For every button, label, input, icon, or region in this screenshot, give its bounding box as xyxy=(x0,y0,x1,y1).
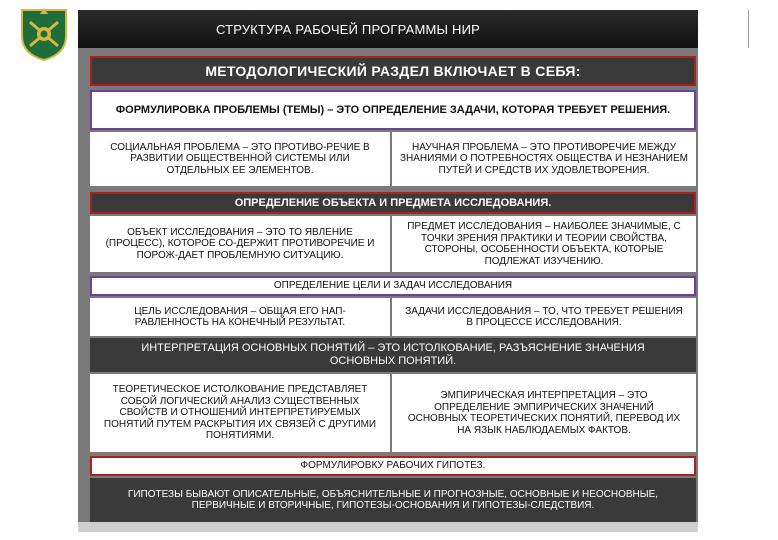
theoretical-interpretation-text: ТЕОРЕТИЧЕСКОЕ ИСТОЛКОВАНИЕ ПРЕДСТАВЛЯЕТ СОБОЙ ЛОГИЧЕСКИЙ АНАЛИЗ СУЩЕСТВЕННЫХ СВОЙСТВ И ОТНОШЕНИЙ ИНТЕРПРЕТИРУЕМЫХ ПОНЯТИЙ ПУТЕМ РАСКРЫТИЯ ИХ СВЯЗЕЙ С ДРУГИМИ ПОНЯТИЯМИ. xyxy=(90,374,390,452)
method-section-title: МЕТОДОЛОГИЧЕСКИЙ РАЗДЕЛ ВКЛЮЧАЕТ В СЕБЯ: xyxy=(90,56,696,86)
panel-shadow xyxy=(78,522,698,532)
research-tasks-text: ЗАДАЧИ ИССЛЕДОВАНИЯ – ТО, ЧТО ТРЕБУЕТ РЕШЕНИЯ В ПРОЦЕССЕ ИССЛЕДОВАНИЯ. xyxy=(392,298,696,336)
hypotheses-heading: ФОРМУЛИРОВКУ РАБОЧИХ ГИПОТЕЗ. xyxy=(90,456,696,476)
research-goal-text: ЦЕЛЬ ИССЛЕДОВАНИЯ – ОБЩАЯ ЕГО НАП-РАВЛЕННОСТЬ НА КОНЕЧНЫЙ РЕЗУЛЬТАТ. xyxy=(90,298,390,336)
emblem-icon xyxy=(18,6,70,62)
goal-tasks-heading: ОПРЕДЕЛЕНИЕ ЦЕЛИ И ЗАДАЧ ИССЛЕДОВАНИЯ xyxy=(90,276,696,296)
research-object-text: ОБЪЕКТ ИССЛЕДОВАНИЯ – ЭТО ТО ЯВЛЕНИЕ (ПРОЦЕСС), КОТОРОЕ СО-ДЕРЖИТ ПРОТИВОРЕЧИЕ И ПОРОЖ-ДАЕТ ПРОБЛЕМНУЮ СИТУАЦИЮ. xyxy=(90,216,390,272)
header-divider xyxy=(748,10,749,48)
social-problem-text: СОЦИАЛЬНАЯ ПРОБЛЕМА – ЭТО ПРОТИВО-РЕЧИЕ В РАЗВИТИИ ОБЩЕСТВЕННОЙ СИСТЕМЫ ИЛИ ОТДЕЛЬНЫХ ЕЕ ЭЛЕМЕНТОВ. xyxy=(90,132,390,186)
hypotheses-text: ГИПОТЕЗЫ БЫВАЮТ ОПИСАТЕЛЬНЫЕ, ОБЪЯСНИТЕЛЬНЫЕ И ПРОГНОЗНЫЕ, ОСНОВНЫЕ И НЕОСНОВНЫЕ, ПЕРВИЧНЫЕ И ВТОРИЧНЫЕ, ГИПОТЕЗЫ-ОСНОВАНИЯ И ГИПОТЕЗЫ-СЛЕДСТВИЯ. xyxy=(90,478,696,522)
slide-number: 7 xyxy=(760,21,768,37)
research-subject-text: ПРЕДМЕТ ИССЛЕДОВАНИЯ – НАИБОЛЕЕ ЗНАЧИМЫЕ, С ТОЧКИ ЗРЕНИЯ ПРАКТИКИ И ТЕОРИИ СВОЙСТВА, СТОРОНЫ, ОСОБЕННОСТИ ОБЪЕКТА, КОТОРЫЕ ПОДЛЕЖАТ ИЗУЧЕНИЮ. xyxy=(392,216,696,272)
problem-heading: ФОРМУЛИРОВКА ПРОБЛЕМЫ (ТЕМЫ) – ЭТО ОПРЕДЕЛЕНИЕ ЗАДАЧИ, КОТОРАЯ ТРЕБУЕТ РЕШЕНИЯ. xyxy=(90,90,696,130)
interpretation-heading: ИНТЕРПРЕТАЦИЯ ОСНОВНЫХ ПОНЯТИЙ – ЭТО ИСТОЛКОВАНИЕ, РАЗЪЯСНЕНИЕ ЗНАЧЕНИЯ ОСНОВНЫХ ПОНЯТИЙ. xyxy=(90,338,696,372)
object-subject-heading: ОПРЕДЕЛЕНИЕ ОБЪЕКТА И ПРЕДМЕТА ИССЛЕДОВАНИЯ. xyxy=(90,192,696,214)
scientific-problem-text: НАУЧНАЯ ПРОБЛЕМА – ЭТО ПРОТИВОРЕЧИЕ МЕЖДУ ЗНАНИЯМИ О ПОТРЕБНОСТЯХ ОБЩЕСТВА И НЕЗНАНИЕМ ПУТЕЙ И СРЕДСТВ ИХ УДОВЛЕТВОРЕНИЯ. xyxy=(392,132,696,186)
slide-title: СТРУКТУРА РАБОЧЕЙ ПРОГРАММЫ НИР xyxy=(215,21,481,37)
header-bar xyxy=(78,10,768,48)
empirical-interpretation-text: ЭМПИРИЧЕСКАЯ ИНТЕРПРЕТАЦИЯ – ЭТО ОПРЕДЕЛЕНИЕ ЭМПИРИЧЕСКИХ ЗНАЧЕНИЙ ОСНОВНЫХ ТЕОРЕТИЧЕСКИХ ПОНЯТИЙ, ПЕРЕВОД ИХ НА ЯЗЫК НАБЛЮДАЕМЫХ ФАКТОВ. xyxy=(392,374,696,452)
